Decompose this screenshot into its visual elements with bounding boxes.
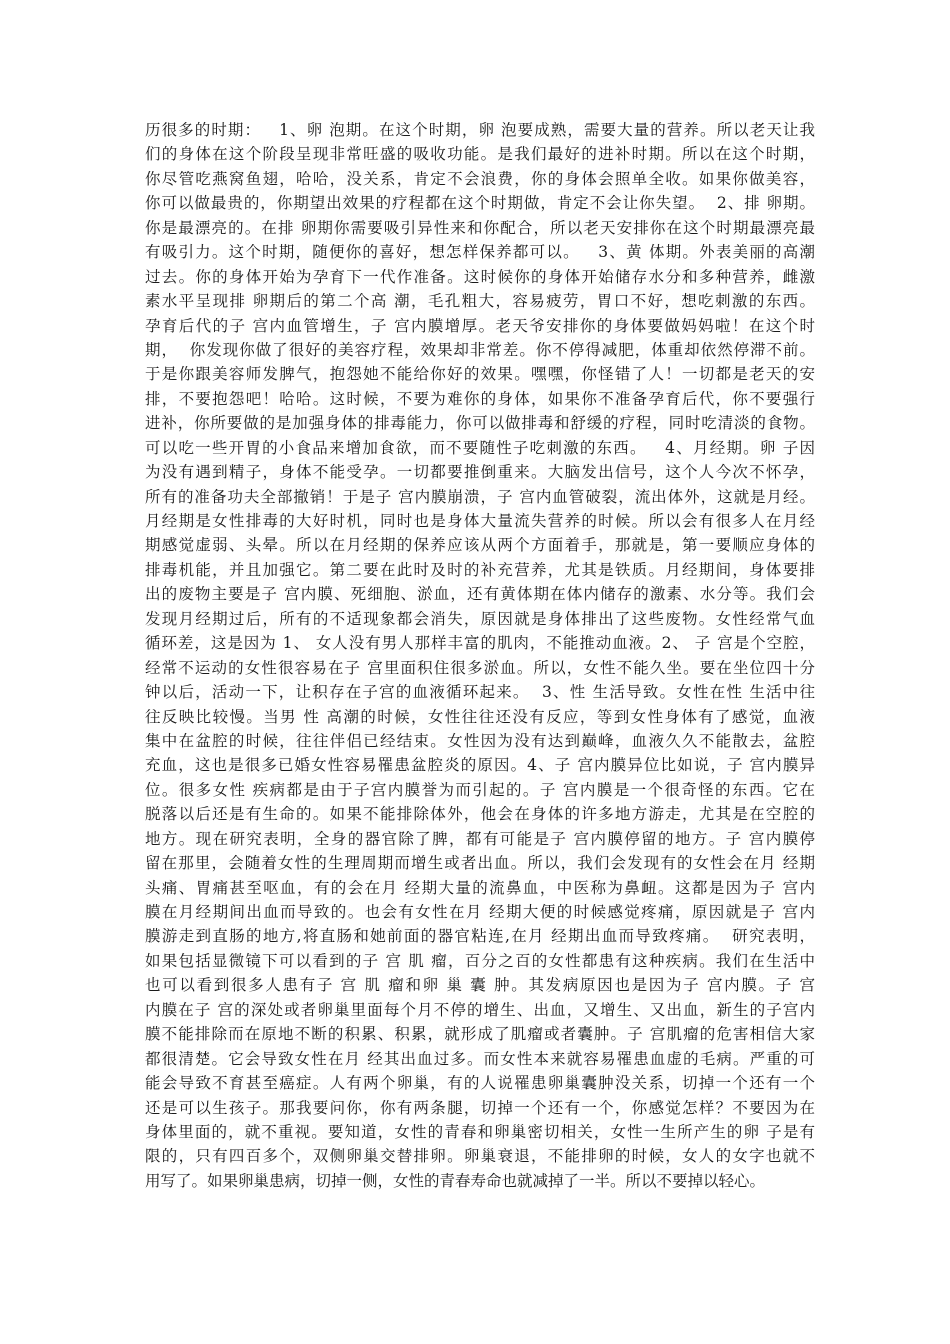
text-line: 膜游走到直肠的地方,将直肠和她前面的器官粘连,在月 经期出血而导致疼痛。 研究表明， [145,927,815,946]
text-line: 膜在月经期间出血而导致的。也会有女性在月 经期大便的时候感觉疼痛，原因就是子 宫内 [145,903,815,921]
text-line: 你尽管吃燕窝鱼翅，哈哈，没关系，肯定不会浪费，你的身体会照单全收。如果你做美容， [145,169,815,188]
text-line: 位。很多女性 疾病都是由于子宫内膜誉为而引起的。子 宫内膜是一个很奇怪的东西。它在 [145,780,815,799]
text-line: 历很多的时期： 1、卵 泡期。在这个时期，卵 泡要成熟，需要大量的营养。所以老天让我 [145,121,815,139]
text-line: 发现月经期过后，所有的不适现象都会消失，原因就是身体排出了这些废物。女性经常气血 [145,609,815,628]
text-line: 进补，你所要做的是加强身体的排毒能力，你可以做排毒和舒缓的疗程，同时吃清淡的食物。 [145,414,815,433]
text-line: 期感觉虚弱、头晕。所以在月经期的保养应该从两个方面着手，那就是，第一要顺应身体的 [145,536,815,555]
text-line: 集中在盆腔的时候，往往伴侣已经结束。女性因为没有达到巅峰，血液久久不能散去，盆腔 [145,731,815,750]
text-line: 留在那里，会随着女性的生理周期而增生或者出血。所以，我们会发现有的女性会在月 经期 [145,854,815,873]
text-line: 素水平呈现排 卵期后的第二个高 潮，毛孔粗大，容易疲劳，胃口不好，想吃刺激的东西。 [145,292,815,311]
text-line: 期， 你发现你做了很好的美容疗程，效果却非常差。你不停得减肥，体重却依然停滞不前。 [145,340,815,359]
text-line: 用写了。如果卵巢患病，切掉一侧，女性的青春寿命也就减掉了一半。所以不要掉以轻心。 [145,1171,766,1190]
text-line: 脱落以后还是有生命的。如果不能排除体外，他会在身体的许多地方游走，尤其是在空腔的 [145,805,815,824]
text-line: 内膜在子 宫的深处或者卵巢里面每个月不停的增生、出血，又增生、又出血，新生的子宫内 [145,1000,815,1019]
text-line: 还是可以生孩子。那我要问你，你有两条腿，切掉一个还有一个，你感觉怎样？不要因为在 [145,1098,815,1117]
text-line: 于是你跟美容师发脾气，抱怨她不能给你好的效果。嘿嘿，你怪错了人！一切都是老天的安 [145,365,815,384]
text-line: 有吸引力。这个时期，随便你的喜好，想怎样保养都可以。 3、黄 体期。外表美丽的高潮 [145,243,815,262]
text-line: 往反映比较慢。当男 性 高潮的时候，女性往往还没有反应，等到女性身体有了感觉，血液 [145,707,815,726]
text-line: 如果包括显微镜下可以看到的子 宫 肌 瘤，百分之百的女性都患有这种疾病。我们在生活中 [145,951,815,970]
text-line: 能会导致不育甚至癌症。人有两个卵巢，有的人说罹患卵巢囊肿没关系，切掉一个还有一个 [145,1074,815,1093]
text-line: 月经期是女性排毒的大好时机，同时也是身体大量流失营养的时候。所以会有很多人在月经 [145,512,815,530]
text-line: 钟以后，活动一下，让积存在子宫的血液循环起来。 3、性 生活导致。女性在性 生活中往 [145,683,815,702]
text-line: 都很清楚。它会导致女性在月 经其出血过多。而女性本来就容易罹患血虚的毛病。严重的可 [145,1049,815,1068]
text-line: 限的，只有四百多个，双侧卵巢交替排卵。卵巢衰退，不能排卵的时候，女人的女字也就不 [145,1147,815,1166]
text-line: 可以吃一些开胃的小食品来增加食欲，而不要随性子吃刺激的东西。 4、月经期。卵 子因 [145,438,815,457]
text-line: 循环差，这是因为 1、 女人没有男人那样丰富的肌肉，不能推动血液。2、 子 宫是个空腔， [145,634,815,653]
text-line: 排，不要抱怨吧！哈哈。这时候，不要为难你的身体，如果你不准备孕育后代，你不要强行 [145,389,815,408]
text-line: 们的身体在这个阶段呈现非常旺盛的吸收功能。是我们最好的进补时期。所以在这个时期， [145,145,815,164]
text-line: 过去。你的身体开始为孕育下一代作准备。这时候你的身体开始储存水分和多种营养，雌激 [145,267,815,286]
text-line: 为没有遇到精子，身体不能受孕。一切都要推倒重来。大脑发出信号，这个人今次不怀孕， [145,463,815,482]
text-line: 身体里面的，就不重视。要知道，女性的青春和卵巢密切相关，女性一生所产生的卵 子是有 [145,1122,815,1141]
text-line: 膜不能排除而在原地不断的积累、积累，就形成了肌瘤或者囊肿。子 宫肌瘤的危害相信大家 [145,1025,815,1044]
text-line: 出的废物主要是子 宫内膜、死细胞、淤血，还有黄体期在体内储存的激素、水分等。我们会 [145,585,815,604]
text-line: 所有的准备功夫全部撤销！于是子 宫内膜崩溃，子 宫内血管破裂，流出体外，这就是月经。 [145,487,815,506]
body-text [145,118,815,1193]
text-line: 排毒机能，并且加强它。第二要在此时及时的补充营养，尤其是铁质。月经期间，身体要排 [145,560,815,579]
text-line: 经常不运动的女性很容易在子 宫里面积住很多淤血。所以，女性不能久坐。要在坐位四十分 [145,658,815,677]
text-line: 你可以做最贵的，你期望出效果的疗程都在这个时期做，肯定不会让你失望。 2、排 卵期。 [145,194,815,213]
text-line: 你是最漂亮的。在排 卵期你需要吸引异性来和你配合，所以老天安排你在这个时期最漂亮最 [145,218,815,237]
text-line: 也可以看到很多人患有子 宫 肌 瘤和卵 巢 囊 肿。其发病原因也是因为子 宫内膜。子 宫 [145,976,815,995]
text-line: 头痛、胃痛甚至呕血，有的会在月 经期大量的流鼻血，中医称为鼻衄。这都是因为子 宫内 [145,878,815,897]
text-line: 充血，这也是很多已婚女性容易罹患盆腔炎的原因。4、子 宫内膜异位比如说，子 宫内膜异 [145,756,815,775]
text-line: 孕育后代的子 宫内血管增生，子 宫内膜增厚。老天爷安排你的身体要做妈妈啦！在这个时 [145,316,815,335]
text-line: 地方。现在研究表明，全身的器官除了脾，都有可能是子 宫内膜停留的地方。子 宫内膜停 [145,829,815,848]
